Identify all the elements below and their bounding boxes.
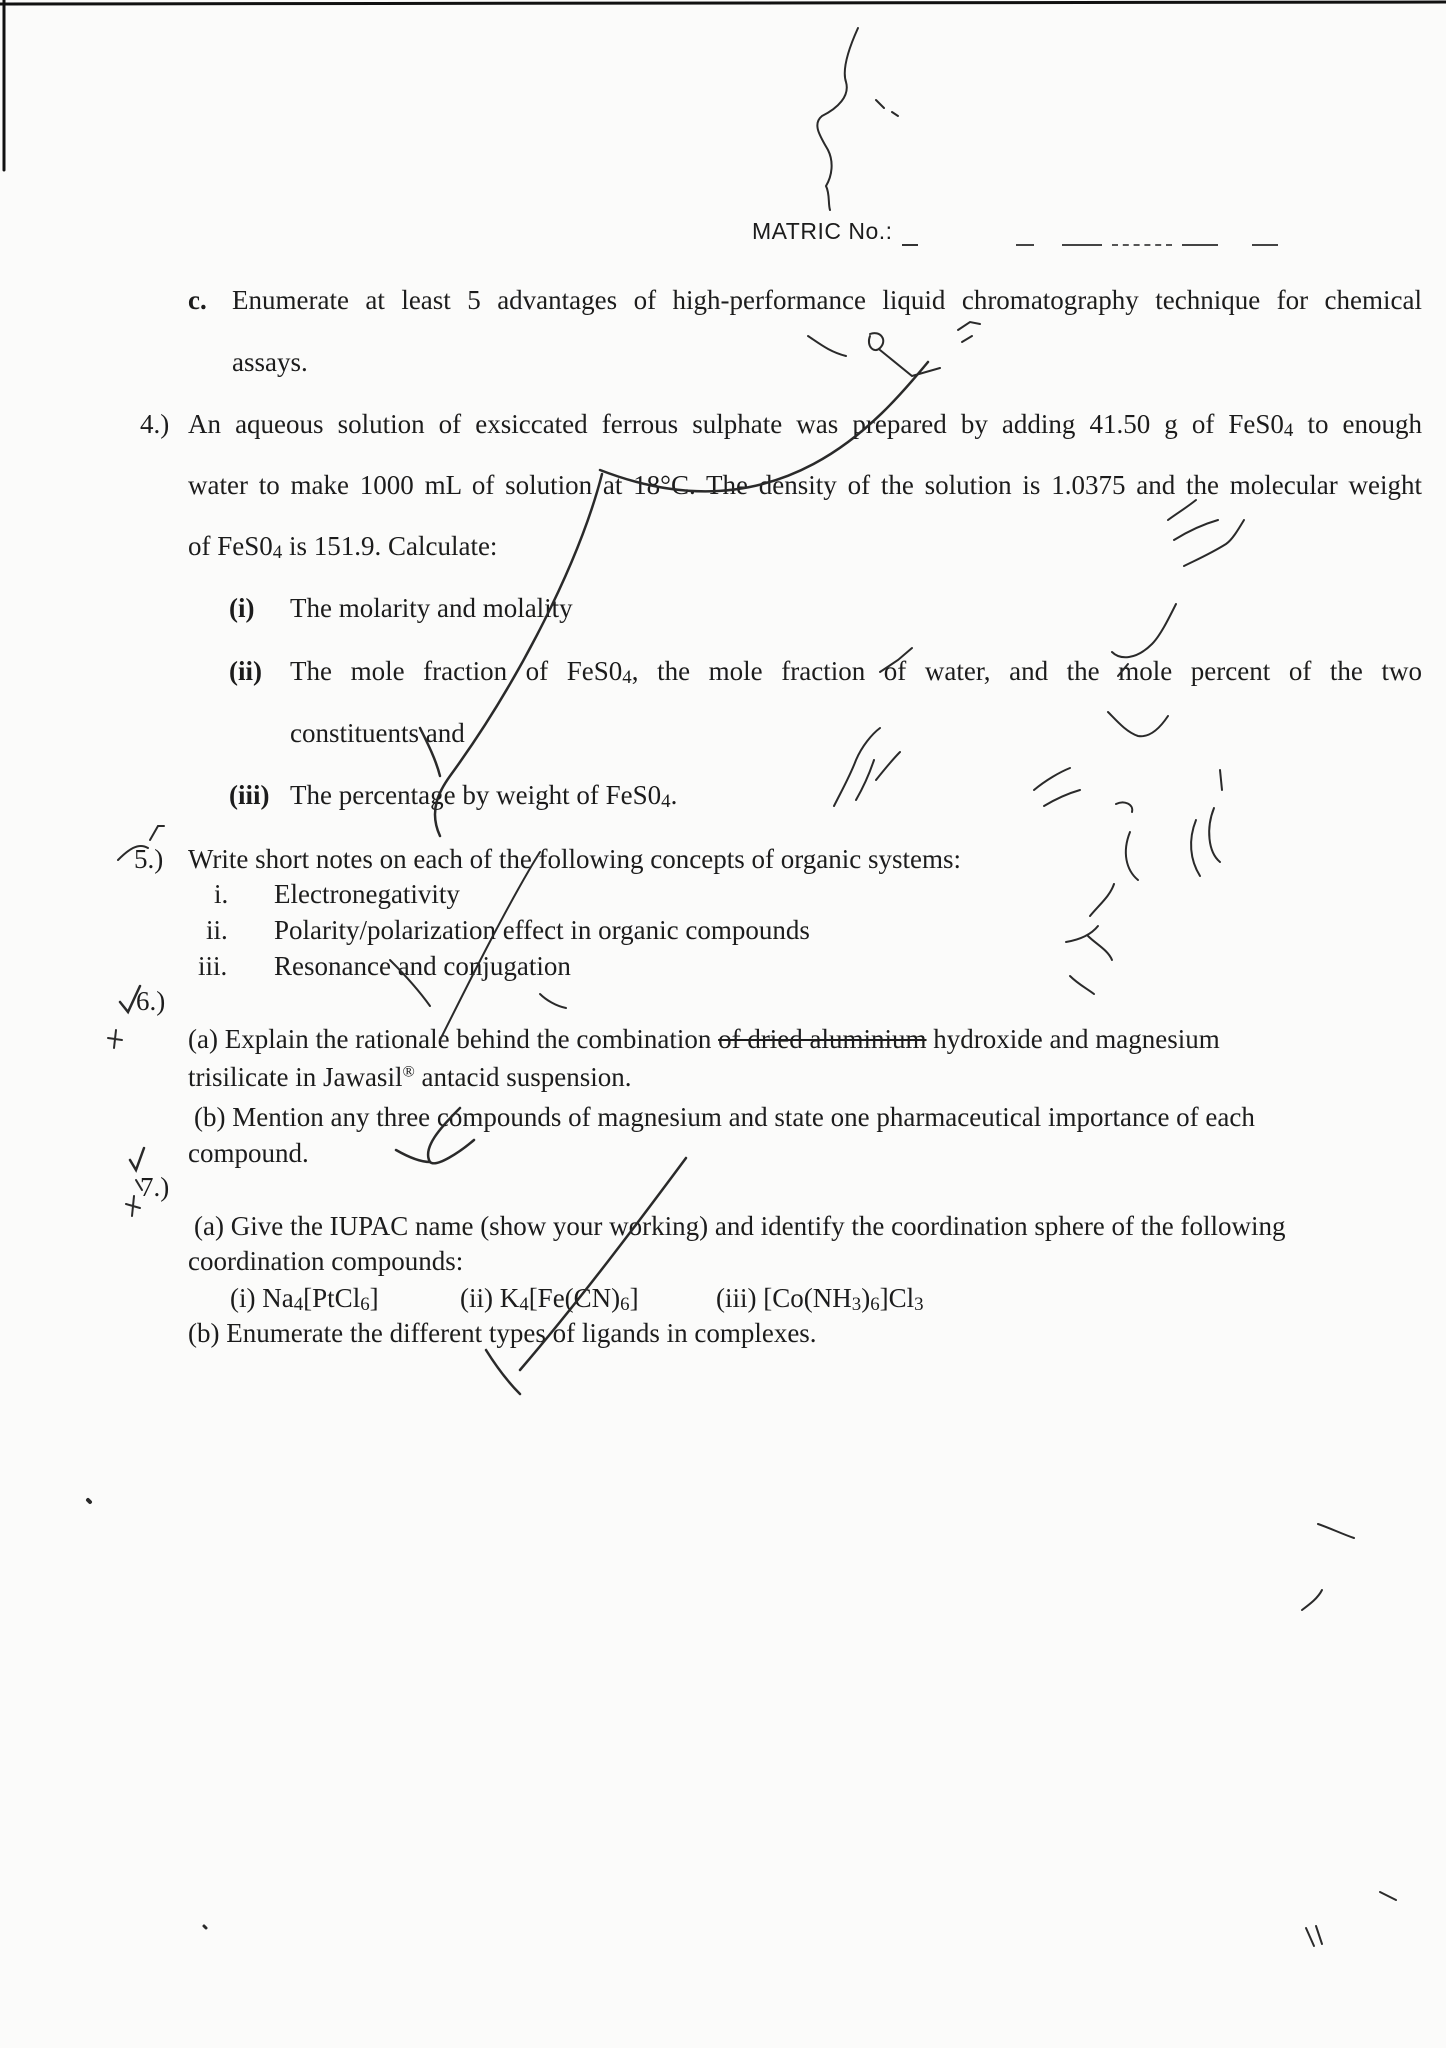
speck-mark	[204, 1926, 206, 1928]
tick-mark	[880, 350, 940, 376]
scribble-mark	[1090, 884, 1114, 916]
q7-b-line: (b) Enumerate the different types of ligands in complexes.	[188, 1318, 817, 1348]
q3c-line2: assays.	[232, 347, 308, 377]
q5-item-text: Resonance and conjugation	[274, 951, 571, 981]
matric-label: MATRIC No.:	[752, 218, 893, 244]
scribble-mark	[1168, 500, 1218, 540]
q3c-line1: Enumerate at least 5 advantages of high-performance liquid chromatography technique for chemical	[232, 285, 1422, 315]
scribble-mark	[1380, 1892, 1396, 1900]
scribble-mark	[869, 333, 883, 350]
scribble-mark	[958, 322, 980, 342]
q4-number: 4.)	[140, 409, 170, 439]
scribble-mark	[856, 760, 874, 800]
q6-a-line2: trisilicate in Jawasil® antacid suspension.	[188, 1062, 632, 1092]
tick-mark	[880, 648, 912, 672]
q5-number: 5.)	[134, 844, 164, 874]
q4-line3: of $FeS0_4$ is 151.9. Calculate:	[188, 531, 498, 563]
star-mark	[126, 1196, 140, 1216]
scribble-mark	[1318, 1524, 1354, 1538]
q4-line1: An aqueous solution of exsiccated ferrous sulphate was prepared by adding 41.50 g of $FeS0_4$ to enough	[188, 409, 1422, 441]
scribble-mark	[1126, 832, 1138, 880]
speck-mark	[88, 1500, 90, 1502]
tick-mark	[435, 474, 602, 836]
tick-mark	[120, 986, 140, 1012]
q6-number: 6.)	[136, 986, 166, 1016]
scribble-mark	[1116, 802, 1132, 812]
q4-item-label: (ii)	[229, 656, 262, 686]
q7-number: 7.)	[140, 1172, 170, 1202]
scribble-mark	[876, 752, 900, 780]
q5-item-label: ii.	[206, 915, 228, 945]
scribble-mark	[118, 846, 148, 860]
q4-item-label: (iii)	[229, 780, 270, 810]
q4-item-label: (i)	[229, 593, 255, 623]
q5-intro: Write short notes on each of the following concepts of organic systems:	[188, 844, 961, 874]
q5-item-label: iii.	[198, 951, 228, 981]
q6-b-line1: (b) Mention any three compounds of magnesium and state one pharmaceutical importance of each	[194, 1102, 1255, 1132]
scribble-mark	[1306, 1926, 1322, 1946]
star-mark	[108, 1030, 122, 1048]
q7-compound: (i) $Na_4[PtCl_6]$	[230, 1283, 379, 1315]
tick-mark	[396, 1150, 430, 1162]
tick-mark	[428, 1108, 474, 1163]
tick-mark	[540, 994, 566, 1008]
tick-mark	[390, 960, 430, 1006]
q7-a-line2: coordination compounds:	[188, 1246, 464, 1276]
q6-b-line2: compound.	[188, 1138, 309, 1168]
scribble-mark	[1118, 664, 1128, 676]
tick-mark	[600, 362, 928, 491]
q5-item-text: Polarity/polarization effect in organic compounds	[274, 915, 810, 945]
tick-mark	[808, 336, 846, 356]
q4-line2: water to make 1000 mL of solution at 18°C. The density of the solution is 1.0375 and the molecular weight	[188, 470, 1422, 500]
q4-item-text: The percentage by weight of $FeS0_4$.	[290, 780, 678, 812]
scribble-mark	[1112, 604, 1176, 657]
scribble-mark	[1108, 712, 1168, 736]
q7-compound: (ii) $K_4[Fe(CN)_6]$	[460, 1283, 639, 1315]
tick-mark	[440, 852, 540, 1040]
q5-item-label: i.	[214, 879, 229, 909]
q3c-marker: c.	[188, 285, 207, 315]
scribble-mark	[1220, 770, 1222, 790]
q4-item-text-cont: constituents and	[290, 718, 465, 748]
scribble-mark	[1088, 936, 1112, 960]
tick-mark	[150, 826, 164, 840]
scribble-mark	[1034, 768, 1080, 806]
q4-item-text: The mole fraction of $FeS0_4$, the mole fraction of water, and the mole percent of the two	[290, 656, 1422, 688]
q6-a-line1: (a) Explain the rationale behind the combination of dried aluminium hydroxide and magnesium	[188, 1024, 1220, 1054]
scribble-mark	[1209, 808, 1220, 862]
tick-mark	[420, 728, 440, 776]
q7-a-line1: (a) Give the IUPAC name (show your working) and identify the coordination sphere of the following	[194, 1211, 1286, 1241]
scribble-mark	[1070, 976, 1094, 994]
scribble-mark	[1191, 820, 1200, 876]
tick-mark	[136, 1180, 142, 1190]
scribble-mark	[1184, 520, 1244, 566]
tick-mark	[486, 1350, 520, 1394]
q5-item-text: Electronegativity	[274, 879, 460, 909]
scribble-mark	[1302, 1590, 1322, 1610]
scribble-mark	[834, 728, 880, 806]
page-edge-line	[0, 2, 1446, 4]
tick-mark	[130, 1148, 144, 1170]
scribble-mark	[876, 100, 898, 116]
tick-mark	[520, 1158, 686, 1370]
scribble-mark	[817, 28, 858, 210]
q7-compound: (iii) $[Co(NH_3)_6]Cl_3$	[716, 1283, 924, 1315]
q4-item-text: The molarity and molality	[290, 593, 573, 623]
